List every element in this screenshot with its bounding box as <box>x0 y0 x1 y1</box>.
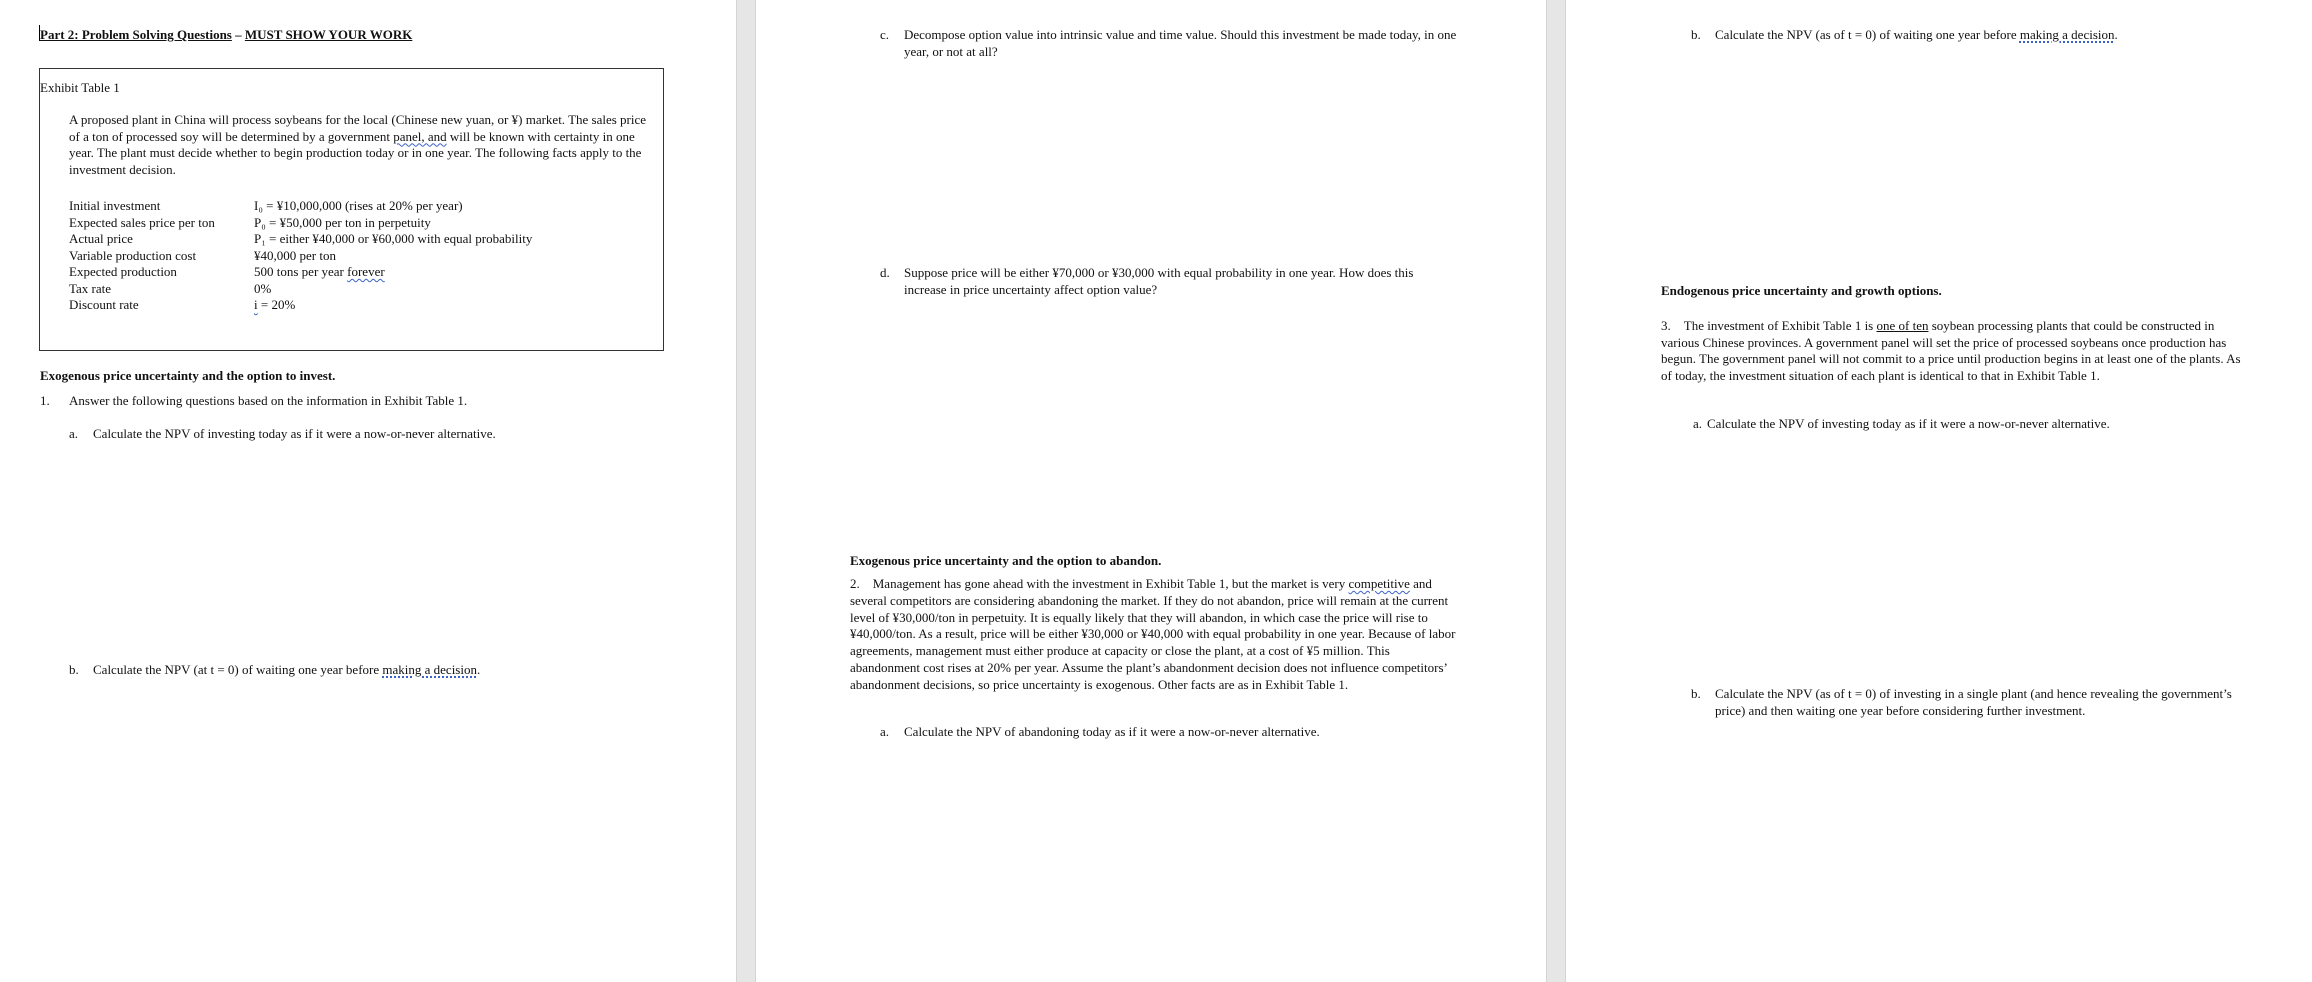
question-1d-label: d. <box>880 265 890 280</box>
question-1c-label: c. <box>880 27 890 42</box>
question-1c-text: Decompose option value into intrinsic value and time value. Should this investment be made today, in one year, or not at all? <box>904 27 1457 59</box>
page-gutter-left <box>736 0 756 982</box>
question-2a-label: a. <box>880 724 890 739</box>
exhibit-title: Exhibit Table 1 <box>40 80 120 95</box>
question-2b-label: b. <box>1691 27 1701 42</box>
question-3b-text: Calculate the NPV (as of t = 0) of investing in a single plant (and hence revealing the government’s price) and then waiting one year before considering further investment. <box>1715 686 2232 718</box>
question-3a-text: Calculate the NPV of investing today as if it were a now-or-never alternative. <box>1707 416 2110 431</box>
document-page-3[interactable] <box>1566 0 2312 982</box>
question-1a-text: Calculate the NPV of investing today as if it were a now-or-never alternative. <box>93 426 496 441</box>
part-2-title: Part 2: Problem Solving Questions <box>40 27 232 42</box>
question-1-number: 1. <box>40 393 50 408</box>
question-3-number: 3. <box>1661 318 1671 333</box>
exhibit-facts-table: Initial investment I₀ = ¥10,000,000 (rises at 20% per year) Expected sales price per ton P₀ = ¥50,000 per ton in perpetuity Actual price P₁ = either ¥40,000 or ¥60,000 with equal probability Variable production cost ¥40,000 per ton Expected production 500 tons per year forever Tax rate 0% Discount rate i = 20% <box>69 198 533 312</box>
section-heading-option-to-invest: Exogenous price uncertainty and the option to invest. <box>40 368 336 383</box>
exhibit-intro: A proposed plant in China will process soybeans for the local (Chinese new yuan, or ¥) market. The sales price of a ton of processed soy will be determined by a government panel, and will be known with certainty in one year. The plant must decide whether to begin production today or in one year. The following facts apply to the investment decision. <box>69 112 647 177</box>
question-3-text: 3. The investment of Exhibit Table 1 is one of ten soybean processing plants that could be constructed in various Chinese provinces. A government panel will set the price of processed soybeans once production has begun. The government panel will not commit to a price until production begins in at least one of the plants. As of today, the investment situation of each plant is identical to that in Exhibit Table 1. <box>1661 318 2241 383</box>
question-1a-label: a. <box>69 426 79 441</box>
question-2-text: 2. Management has gone ahead with the investment in Exhibit Table 1, but the market is very competitive and several competitors are considering abandoning the market. If they do not abandon, price will remain at the current level of ¥30,000/ton in perpetuity. It is equally likely that they will abandon, in which case the price will rise to ¥40,000/ton. As a result, price will be either ¥30,000 or ¥40,000 with equal probability in one year. Because of labor agreements, management must either produce at capacity or close the plant, at a cost of ¥5 million. This abandonment cost rises at 20% per year. Assume the plant’s abandonment decision does not influence competitors’ abandonment decisions, so price uncertainty is exogenous. Other facts are as in Exhibit Table 1. <box>850 576 1456 692</box>
exhibit-table-1 <box>39 68 664 351</box>
part-2-header: Part 2: Problem Solving Questions – MUST SHOW YOUR WORK <box>40 27 413 42</box>
spelling-squiggle: panel, and <box>393 128 447 144</box>
section-heading-option-to-abandon: Exogenous price uncertainty and the option to abandon. <box>850 553 1162 568</box>
question-1d-text: Suppose price will be either ¥70,000 or ¥30,000 with equal probability in one year. How does this increase in price uncertainty affect option value? <box>904 265 1414 297</box>
page-gutter-right <box>1546 0 1566 982</box>
grammar-squiggle: making a decision <box>2019 27 2115 42</box>
must-show-work: MUST SHOW YOUR WORK <box>244 27 413 42</box>
question-2a-text: Calculate the NPV of abandoning today as if it were a now-or-never alternative. <box>904 724 1320 739</box>
spelling-squiggle: forever <box>347 264 385 279</box>
grammar-squiggle: making a decision <box>382 662 477 677</box>
underlined-phrase: one of ten <box>1876 318 1929 333</box>
spelling-squiggle: competitive <box>1348 576 1410 591</box>
document-page-2[interactable] <box>756 0 1546 982</box>
question-2-number: 2. <box>850 576 860 591</box>
section-heading-growth-options: Endogenous price uncertainty and growth options. <box>1661 283 1942 298</box>
spelling-squiggle: i <box>254 297 258 312</box>
question-1b-text: Calculate the NPV (at t = 0) of waiting one year before making a decision. <box>93 662 481 677</box>
document-page-1[interactable] <box>0 0 736 982</box>
question-3a-label: a. <box>1693 416 1703 431</box>
question-1-text: Answer the following questions based on the information in Exhibit Table 1. <box>69 393 468 408</box>
question-1b-label: b. <box>69 662 79 677</box>
question-2b-text: Calculate the NPV (as of t = 0) of waiting one year before making a decision. <box>1715 27 2118 42</box>
question-3b-label: b. <box>1691 686 1701 701</box>
